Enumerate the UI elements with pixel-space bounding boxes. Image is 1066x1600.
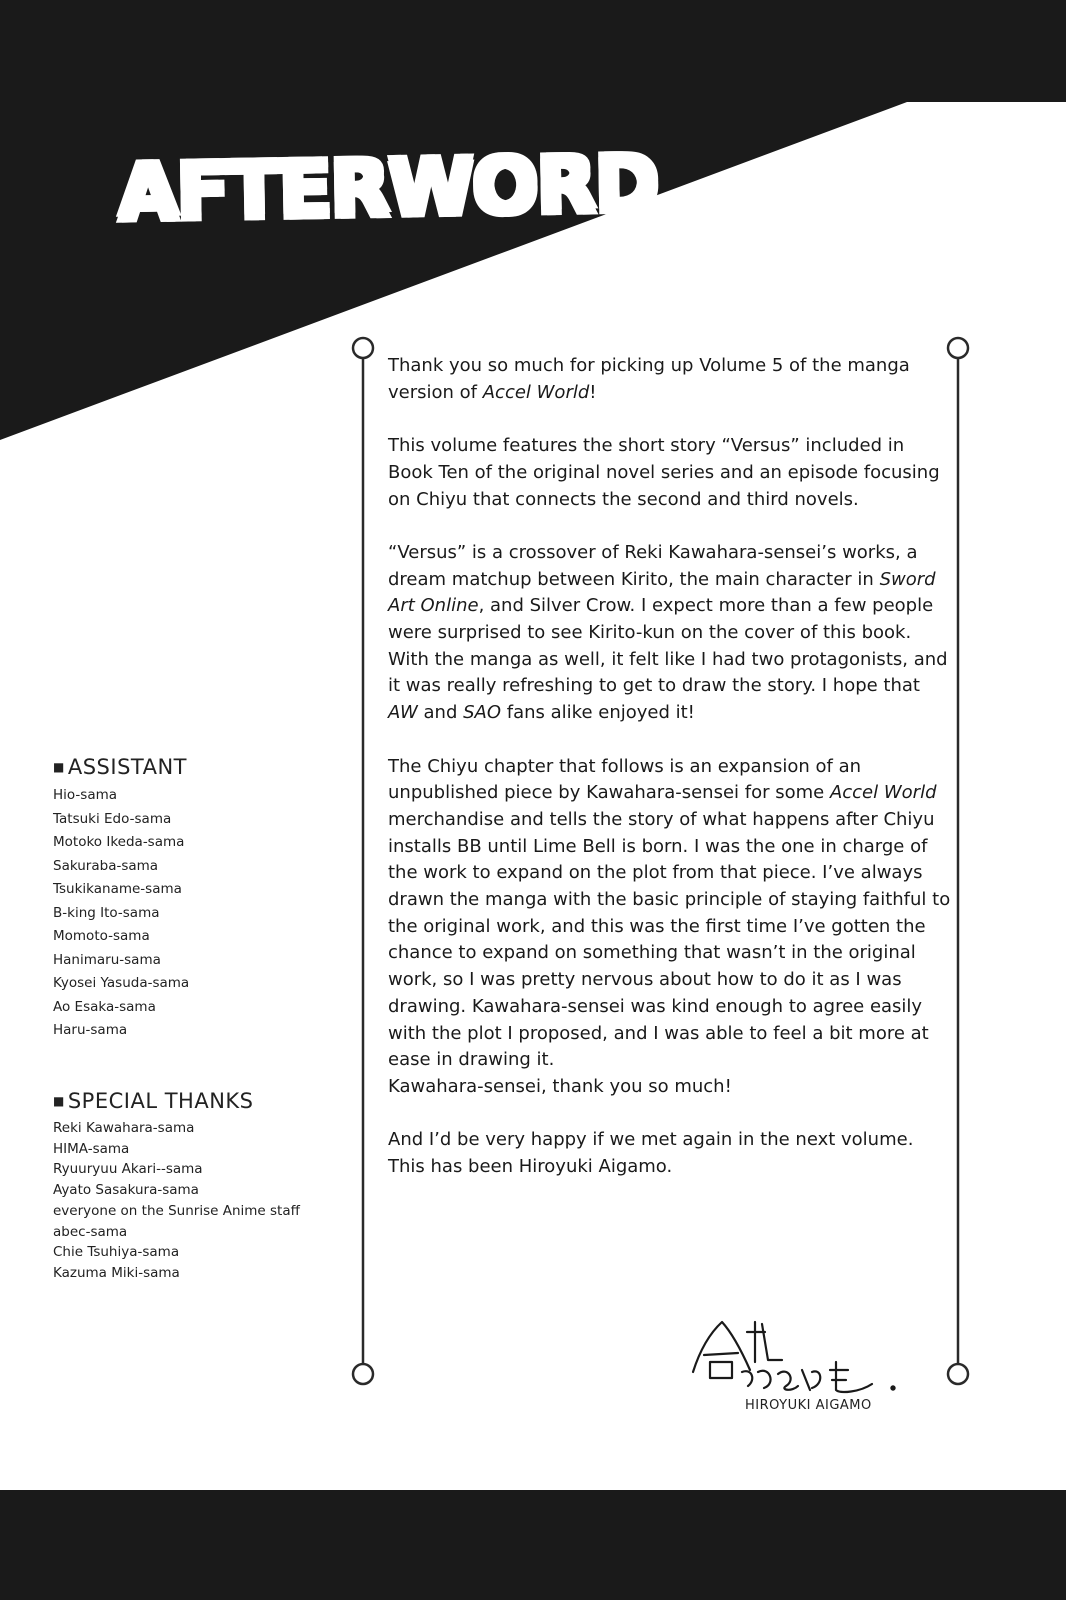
book-title: Sword Art Online: [388, 568, 936, 617]
credit-name: B-king Ito-sama: [53, 904, 160, 921]
square-bullet-icon: ■: [53, 760, 65, 774]
page-title: AFTERWORD: [117, 139, 659, 239]
paragraph-volume-contents: This volume features the short story “Versus” included in Book Ten of the original novel series and an episode focusing on Chiyu that connects the second and third novels.: [388, 435, 940, 510]
book-title: SAO: [463, 702, 502, 724]
handwritten-signature: [693, 1322, 895, 1392]
book-title: AW: [388, 702, 418, 724]
paragraph-thanks: Thank you so much for picking up Volume 5 of the manga version of Accel World!: [388, 355, 910, 403]
credit-name: Kyosei Yasuda-sama: [53, 975, 190, 991]
afterword-letter: [388, 353, 953, 1207]
assistant-heading: ASSISTANT: [67, 755, 187, 779]
special-thanks-heading: SPECIAL THANKS: [67, 1089, 254, 1113]
credit-name: Chie Tsuhiya-sama: [53, 1244, 180, 1261]
credit-name: Haru-sama: [53, 1022, 128, 1038]
credit-name: HIMA-sama: [53, 1140, 130, 1157]
credit-name: Momoto-sama: [53, 928, 150, 944]
credit-name: abec-sama: [53, 1223, 128, 1240]
paragraph-closing: And I’d be very happy if we met again in the next volume. This has been Hiroyuki Aigamo.: [388, 1129, 914, 1178]
bottom-black-band: [0, 1490, 1066, 1600]
credit-name: Ao Esaka-sama: [53, 998, 156, 1015]
signature-printed-name: HIROYUKI AIGAMO: [745, 1398, 872, 1413]
credit-name: Ayato Sasakura-sama: [53, 1182, 199, 1199]
book-title: Accel World: [829, 782, 937, 804]
special-thanks-credits: [53, 1088, 353, 1284]
credit-name: Tsukikaname-sama: [53, 881, 182, 897]
credit-name: Sakuraba-sama: [53, 857, 159, 874]
credit-name: Motoko Ikeda-sama: [53, 834, 185, 850]
credit-name: Hio-sama: [53, 787, 118, 803]
credit-name: Reki Kawahara-sama: [53, 1120, 195, 1136]
left-rule: [353, 338, 373, 1384]
assistant-credits: [53, 754, 353, 1043]
credit-name: everyone on the Sunrise Anime staff: [53, 1202, 300, 1219]
paragraph-thank-you-sensei: Kawahara-sensei, thank you so much!: [388, 1075, 732, 1097]
paragraph-chiyu-chapter: The Chiyu chapter that follows is an expansion of an unpublished piece by Kawahara-sensei for some Accel World merchandise and tells the story of what happens after Chiyu installs BB until Lime Bell is born. I was the one in charge of the work to expand on the plot from that piece. I’ve always drawn the manga with the basic principle of staying faithful to the original work, and this was the first time I’ve gotten the chance to expand on something that wasn’t in the original work, so I was pretty nervous about how to do it as I was drawing. Kawahara-sensei was kind enough to agree easily with the plot I proposed, and I was able to feel a bit more at ease in drawing it.: [388, 755, 951, 1071]
credit-name: Ryuuryuu Akari--sama: [53, 1161, 203, 1178]
credit-name: Tatsuki Edo-sama: [53, 810, 172, 827]
credit-name: Hanimaru-sama: [53, 951, 161, 968]
book-title: Accel World: [482, 381, 590, 403]
credit-name: Kazuma Miki-sama: [53, 1264, 180, 1281]
paragraph-versus: “Versus” is a crossover of Reki Kawahara-sensei’s works, a dream matchup between Kirito, the main character in Sword Art Online, and Silver Crow. I expect more than a few people were surprised to see Kirito-kun on the cover of this book. With the manga as well, it felt like I had two protagonists, and it was really refreshing to get to draw the story. I hope that AW and SAO fans alike enjoyed it!: [388, 541, 948, 724]
square-bullet-icon: ■: [53, 1094, 65, 1108]
